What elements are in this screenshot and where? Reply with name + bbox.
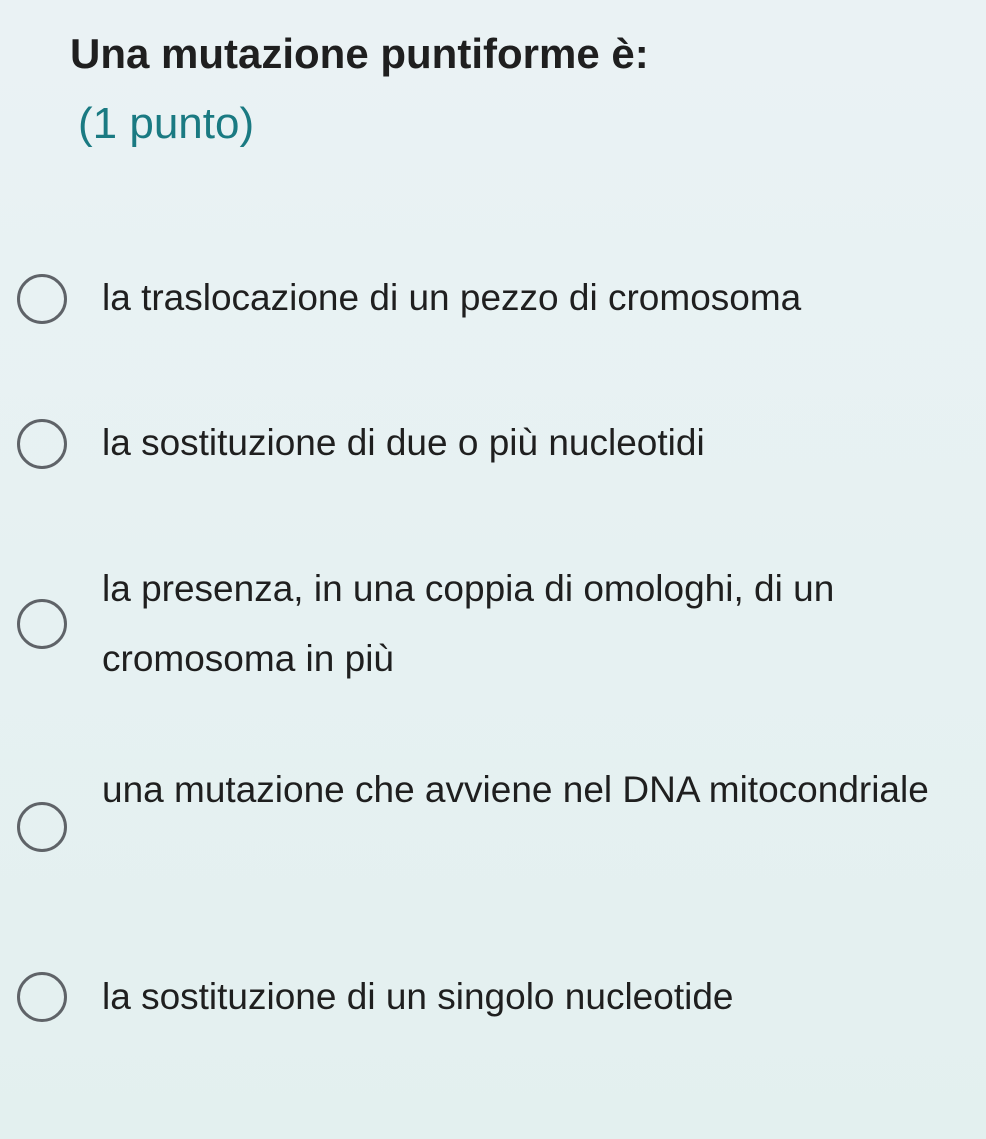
radio-button-3[interactable] xyxy=(17,599,67,649)
option-1[interactable] xyxy=(0,263,986,333)
option-2[interactable] xyxy=(0,408,986,478)
radio-button-5[interactable] xyxy=(17,972,67,1022)
question-points: (1 punto) xyxy=(78,99,255,148)
radio-button-1[interactable] xyxy=(17,274,67,324)
option-4[interactable] xyxy=(0,755,986,895)
option-2-label: la sostituzione di due o più nucleotidi xyxy=(102,422,705,463)
radio-button-4[interactable] xyxy=(17,802,67,852)
option-3-label: la presenza, in una coppia di omologhi, di un cromosoma in più xyxy=(102,568,835,679)
option-3[interactable] xyxy=(0,554,986,694)
option-4-label: una mutazione che avviene nel DNA mitocondriale xyxy=(102,769,929,810)
option-1-label: la traslocazione di un pezzo di cromosoma xyxy=(102,277,802,318)
question-title: Una mutazione puntiforme è: xyxy=(70,30,649,77)
option-5[interactable] xyxy=(0,962,986,1032)
radio-button-2[interactable] xyxy=(17,419,67,469)
option-5-label: la sostituzione di un singolo nucleotide xyxy=(102,976,734,1017)
